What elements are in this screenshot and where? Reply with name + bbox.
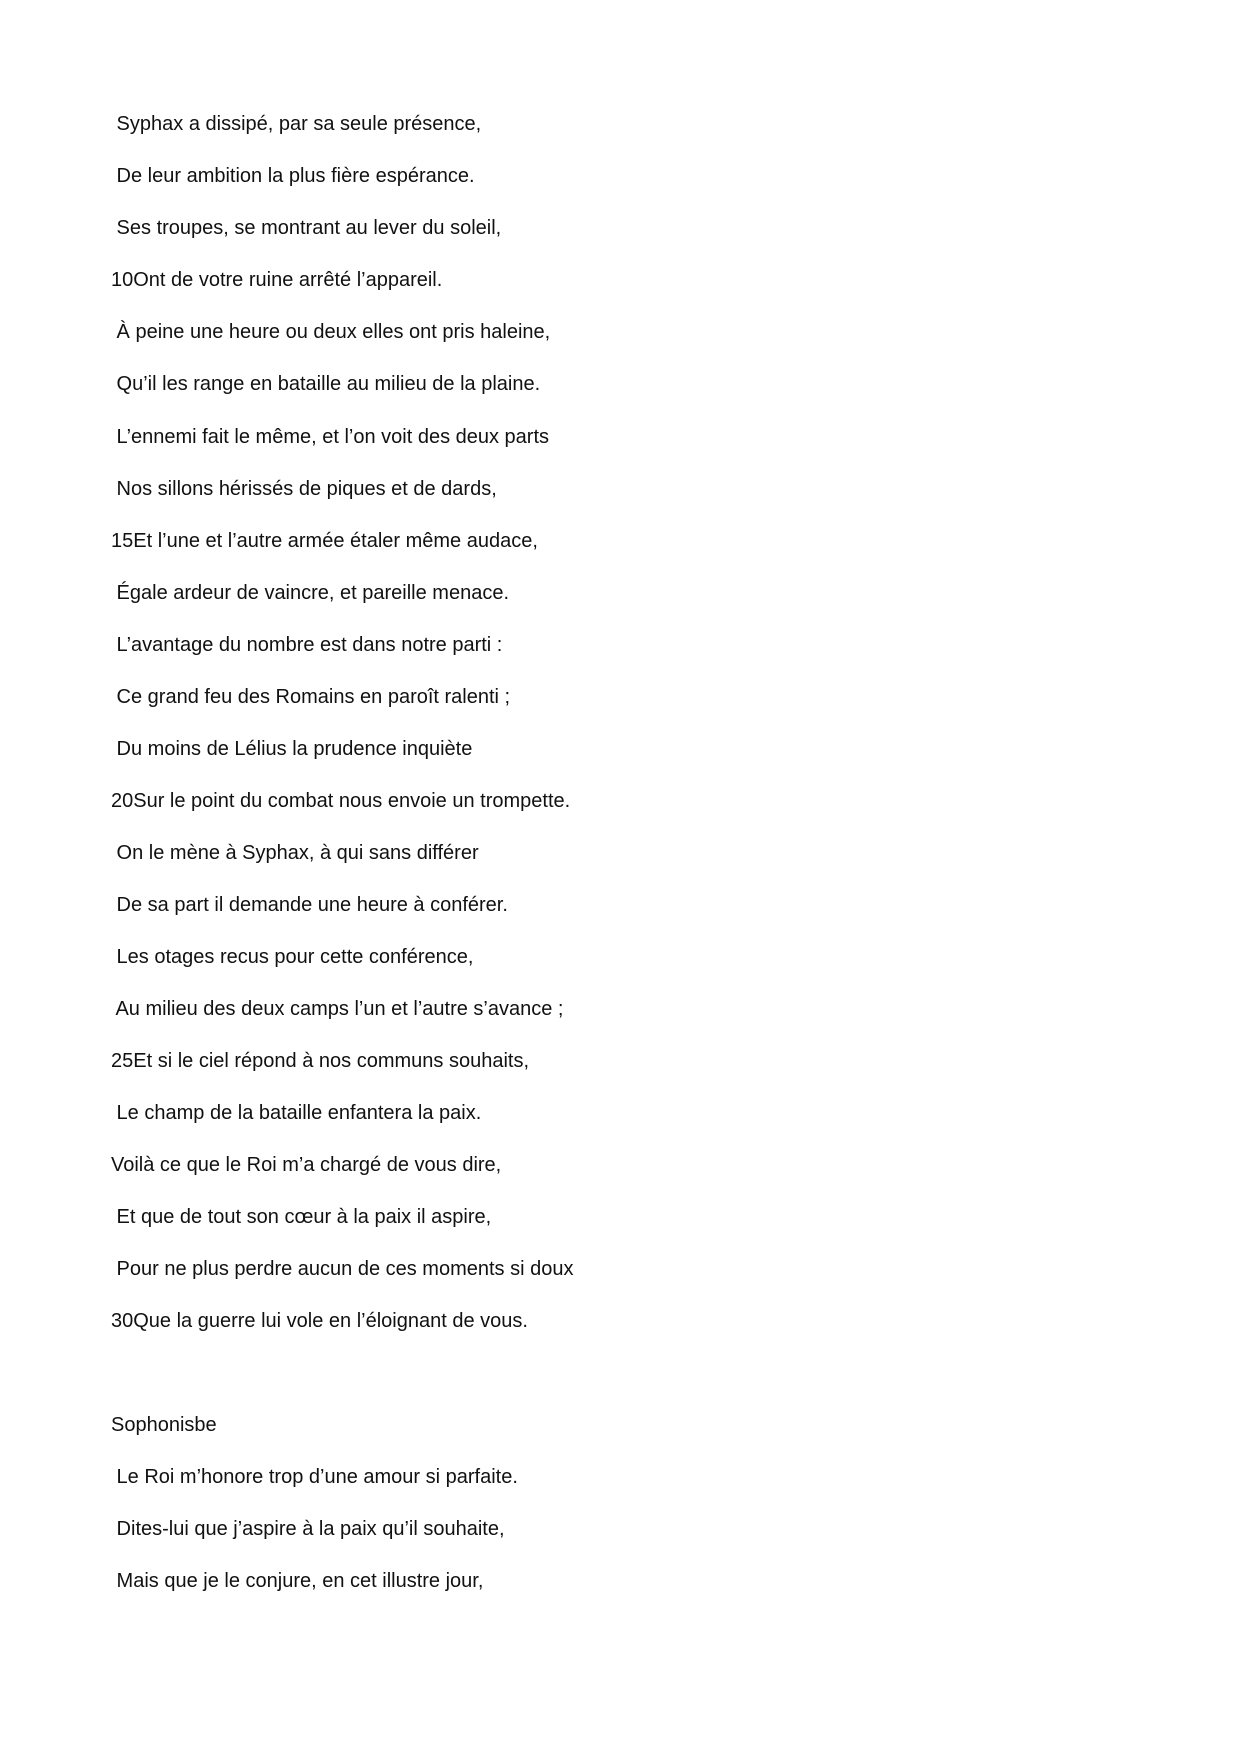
verse-line: Qu’il les range en bataille au milieu de la plaine. (111, 373, 541, 395)
verse-line: Syphax a dissipé, par sa seule présence, (111, 113, 482, 135)
verse-line: Ses troupes, se montrant au lever du soleil, (111, 217, 502, 239)
verse-line: Du moins de Lélius la prudence inquiète (111, 738, 473, 760)
verse-line: 20Sur le point du combat nous envoie un trompette. (111, 790, 571, 812)
verse-line: Au milieu des deux camps l’un et l’autre s’avance ; (111, 998, 564, 1020)
verse-line: 15Et l’une et l’autre armée étaler même audace, (111, 530, 538, 552)
verse-line: 10Ont de votre ruine arrêté l’appareil. (111, 269, 443, 291)
verse-line: Pour ne plus perdre aucun de ces moments si doux (111, 1258, 574, 1280)
verse-line: Dites-lui que j’aspire à la paix qu’il souhaite, (111, 1518, 505, 1540)
verse-line: À peine une heure ou deux elles ont pris haleine, (111, 321, 551, 343)
verse-line: Le champ de la bataille enfantera la paix. (111, 1102, 482, 1124)
verse-line: Les otages recus pour cette conférence, (111, 946, 474, 968)
verse-line: De sa part il demande une heure à conférer. (111, 894, 508, 916)
verse-line: Égale ardeur de vaincre, et pareille menace. (111, 582, 510, 604)
verse-line: Et que de tout son cœur à la paix il aspire, (111, 1206, 492, 1228)
verse-line: Nos sillons hérissés de piques et de dards, (111, 478, 497, 500)
verse-line: 30Que la guerre lui vole en l’éloignant de vous. (111, 1310, 528, 1332)
verse-line: Ce grand feu des Romains en paroît ralenti ; (111, 686, 511, 708)
verse-line: On le mène à Syphax, à qui sans différer (111, 842, 479, 864)
verse-line: 25Et si le ciel répond à nos communs souhaits, (111, 1050, 529, 1072)
speaker-name: Sophonisbe (111, 1414, 217, 1436)
verse-line: Mais que je le conjure, en cet illustre jour, (111, 1570, 484, 1592)
verse-line: De leur ambition la plus fière espérance. (111, 165, 475, 187)
verse-line: L’avantage du nombre est dans notre parti : (111, 634, 503, 656)
verse-line: Voilà ce que le Roi m’a chargé de vous dire, (111, 1154, 502, 1176)
verse-line: L’ennemi fait le même, et l’on voit des deux parts (111, 426, 550, 448)
verse-line: Le Roi m’honore trop d’une amour si parfaite. (111, 1466, 518, 1488)
